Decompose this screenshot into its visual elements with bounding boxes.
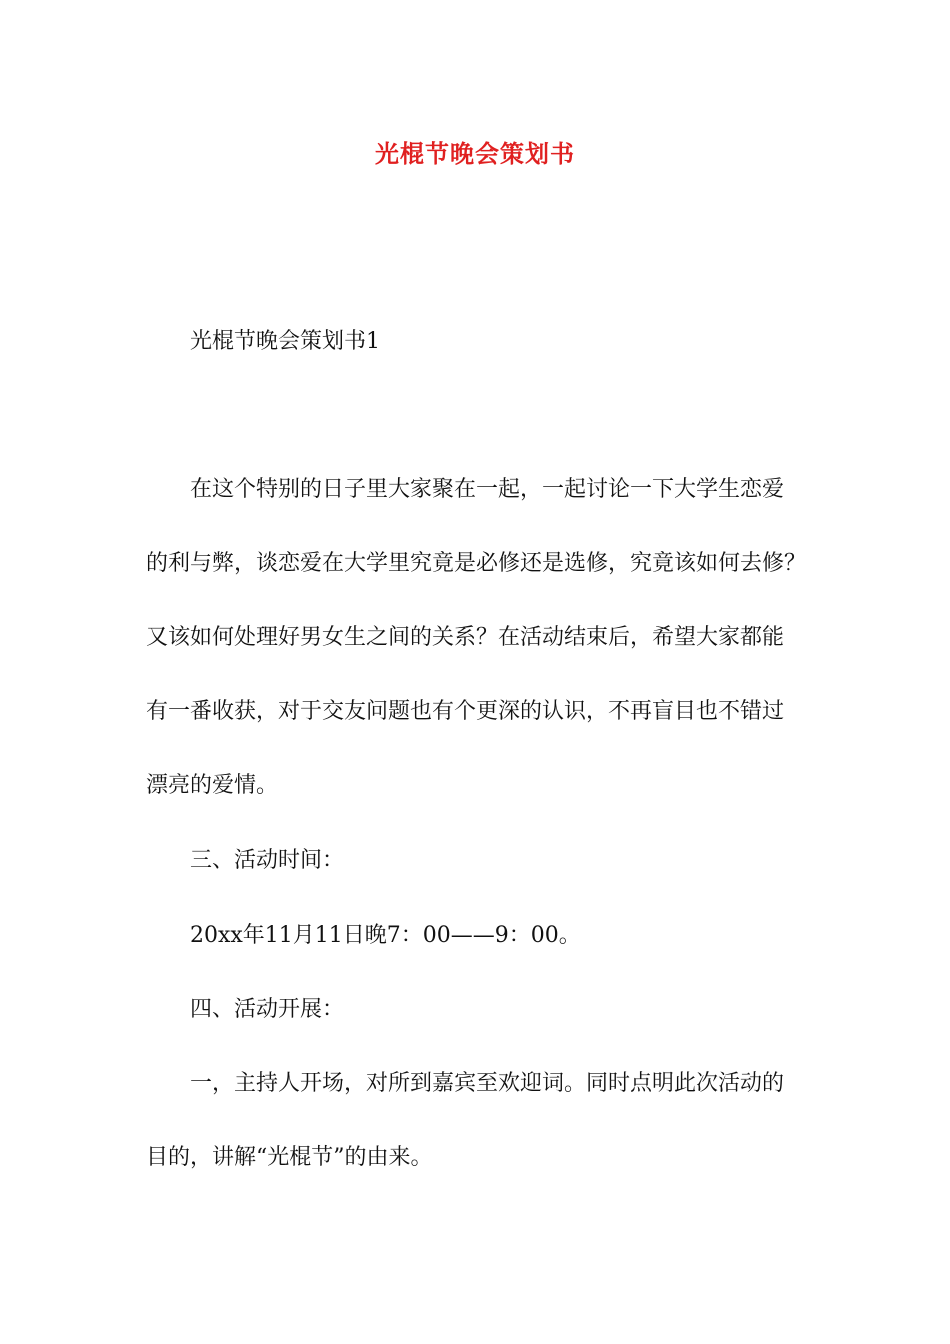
section-subtitle: 光棍节晚会策划书1	[190, 329, 380, 354]
section4-heading: 四、活动开展：	[190, 997, 345, 1022]
section3-heading: 三、活动时间：	[190, 848, 345, 873]
step1-line-1: 一，主持人开场，对所到嘉宾至欢迎词。同时点明此次活动的	[190, 1071, 785, 1096]
intro-line-3: 又该如何处理好男女生之间的关系？在活动结束后，希望大家都能	[146, 625, 785, 650]
document-title: 光棍节晚会策划书	[375, 139, 575, 168]
section3-time: 20xx年11月11日晚7：00——9：00。	[190, 923, 581, 948]
intro-line-2: 的利与弊，谈恋爱在大学里究竟是必修还是选修，究竟该如何去修？	[146, 551, 807, 576]
intro-line-1: 在这个特别的日子里大家聚在一起，一起讨论一下大学生恋爱	[190, 477, 785, 502]
intro-line-4: 有一番收获，对于交友问题也有个更深的认识，不再盲目也不错过	[146, 699, 785, 724]
step1-line-2: 目的，讲解“光棍节”的由来。	[146, 1145, 433, 1170]
intro-line-5: 漂亮的爱情。	[146, 773, 279, 798]
step1-paragraph	[146, 1071, 811, 1171]
intro-paragraph	[146, 477, 811, 799]
